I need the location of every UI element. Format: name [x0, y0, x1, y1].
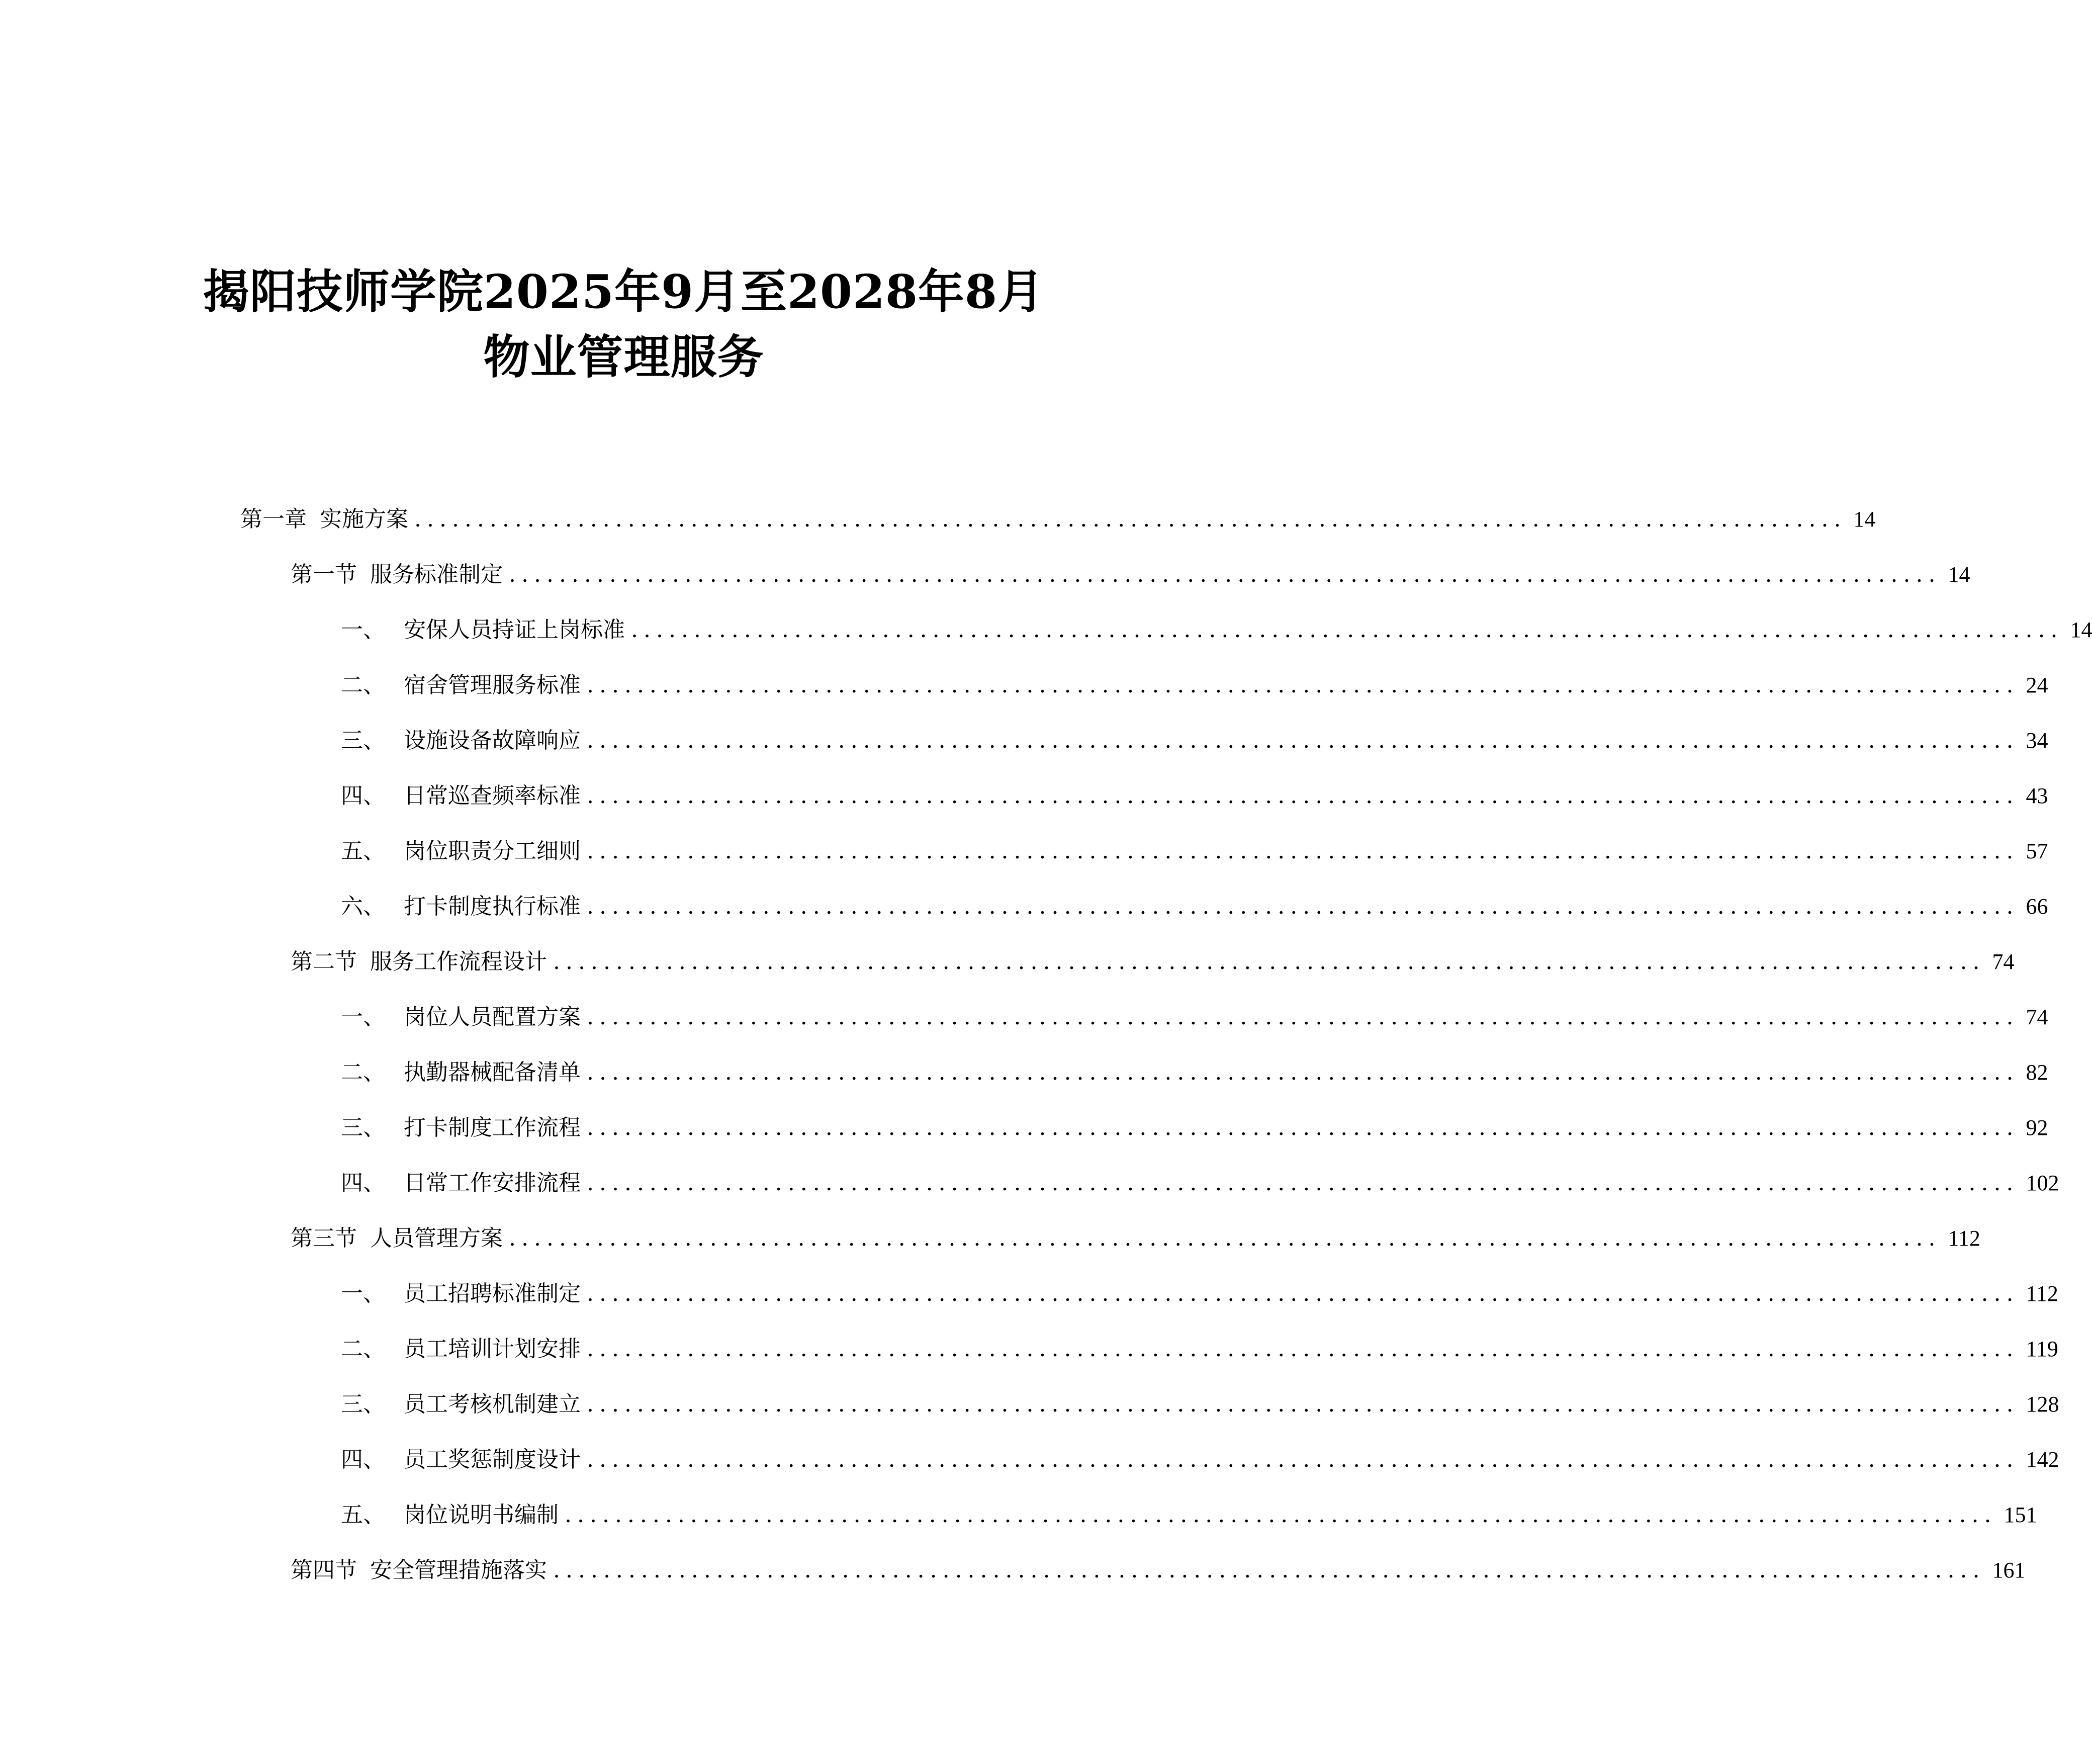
toc-entry-number: 一、	[341, 1281, 385, 1306]
toc-entry-item[interactable]	[341, 889, 2048, 924]
toc-entry-title: 打卡制度工作流程	[404, 1115, 581, 1140]
toc-entry-title: 日常巡查频率标准	[404, 783, 581, 809]
toc-entry-title: 岗位职责分工细则	[404, 838, 581, 864]
toc-entry-item[interactable]	[341, 1055, 2048, 1090]
toc-entry-page: 14	[1948, 562, 1970, 587]
toc-entry-number: 五、	[341, 1502, 385, 1528]
toc-dot-leader: ..................................................................................................................	[587, 1336, 2019, 1362]
toc-dot-leader: ..................................................................................................................	[587, 838, 2019, 864]
toc-entry-title: 员工培训计划安排	[404, 1336, 581, 1362]
toc-entry-item[interactable]	[341, 668, 2048, 703]
toc-entry-title: 人员管理方案	[370, 1225, 503, 1251]
toc-entry-item[interactable]	[341, 1442, 2059, 1477]
toc-entry-page: 161	[1992, 1558, 2026, 1582]
toc-entry-page: 24	[2026, 673, 2048, 697]
toc-entry-title: 执勤器械配备清单	[404, 1060, 581, 1085]
toc-dot-leader: ..................................................................................................................	[631, 617, 2063, 643]
toc-entry-title: 岗位说明书编制	[404, 1502, 559, 1528]
toc-entry-number: 二、	[341, 1336, 385, 1362]
toc-entry-page: 102	[2026, 1171, 2059, 1195]
toc-dot-leader: ..................................................................................................................	[587, 1060, 2019, 1085]
toc-entry-number: 第一节	[291, 562, 357, 587]
toc-dot-leader: ..................................................................................................................	[553, 1557, 1985, 1583]
document-title-line1: 揭阳技师学院2025年9月至2028年8月	[203, 264, 1045, 319]
toc-entry-title: 实施方案	[320, 506, 408, 532]
toc-entry-page: 128	[2026, 1392, 2059, 1417]
toc-dot-leader: ..................................................................................................................	[587, 1391, 2019, 1417]
toc-dot-leader: ..................................................................................................................	[587, 1447, 2019, 1472]
toc-dot-leader: ..................................................................................................................	[587, 1170, 2019, 1196]
toc-entry-title: 员工招聘标准制定	[404, 1281, 581, 1306]
toc-dot-leader: ..................................................................................................................	[553, 949, 1985, 975]
toc-entry-page: 74	[2026, 1005, 2048, 1029]
toc-entry-page: 112	[2026, 1281, 2058, 1306]
toc-entry-number: 三、	[341, 1391, 385, 1417]
toc-entry-page: 142	[2026, 1447, 2059, 1472]
toc-entry-number: 四、	[341, 1447, 385, 1472]
toc-dot-leader: ..................................................................................................................	[565, 1502, 1997, 1528]
toc-entry-section-3[interactable]	[291, 1221, 1980, 1256]
toc-entry-page: 119	[2026, 1337, 2058, 1361]
toc-entry-page: 34	[2026, 728, 2048, 753]
toc-dot-leader: ..................................................................................................................	[587, 672, 2019, 698]
toc-entry-number: 一、	[341, 617, 385, 643]
toc-entry-item[interactable]	[341, 778, 2048, 814]
toc-entry-item[interactable]	[341, 1387, 2059, 1422]
toc-entry-item[interactable]	[341, 1166, 2059, 1201]
toc-entry-title: 安保人员持证上岗标准	[404, 617, 625, 643]
toc-entry-number: 第三节	[291, 1225, 357, 1251]
toc-entry-page: 66	[2026, 894, 2048, 919]
toc-entry-section-2[interactable]	[291, 944, 2015, 980]
toc-entry-number: 二、	[341, 1060, 385, 1085]
toc-entry-number: 第二节	[291, 949, 357, 975]
toc-dot-leader: ..................................................................................................................	[587, 783, 2019, 809]
toc-entry-item[interactable]	[341, 1497, 2037, 1533]
toc-entry-title: 设施设备故障响应	[404, 728, 581, 753]
toc-entry-title: 安全管理措施落实	[370, 1557, 547, 1583]
toc-entry-item[interactable]	[341, 1110, 2048, 1145]
toc-entry-number: 五、	[341, 838, 385, 864]
toc-dot-leader: ..................................................................................................................	[587, 728, 2019, 753]
toc-entry-page: 57	[2026, 839, 2048, 863]
toc-entry-item[interactable]	[341, 834, 2048, 869]
toc-entry-section-1[interactable]	[291, 557, 1970, 592]
toc-entry-number: 第一章	[240, 506, 307, 532]
toc-entry-number: 二、	[341, 672, 385, 698]
toc-entry-title: 服务工作流程设计	[370, 949, 547, 975]
toc-dot-leader: ..................................................................................................................	[509, 562, 1941, 587]
toc-entry-number: 四、	[341, 783, 385, 809]
toc-entry-page: 82	[2026, 1060, 2048, 1085]
toc-entry-title: 员工奖惩制度设计	[404, 1447, 581, 1472]
document-title-line2: 物业管理服务	[483, 330, 764, 384]
toc-dot-leader: ..................................................................................................................	[587, 1004, 2019, 1030]
toc-entry-page: 14	[1853, 507, 1876, 532]
toc-entry-title: 员工考核机制建立	[404, 1391, 581, 1417]
toc-entry-title: 岗位人员配置方案	[404, 1004, 581, 1030]
toc-entry-number: 三、	[341, 1115, 385, 1140]
toc-dot-leader: ..................................................................................................................	[587, 894, 2019, 919]
toc-entry-title: 服务标准制定	[370, 562, 503, 587]
toc-entry-number: 六、	[341, 894, 385, 919]
toc-entry-chapter-1[interactable]	[240, 502, 1876, 537]
toc-dot-leader: ..................................................................................................................	[587, 1281, 2019, 1306]
toc-entry-page: 43	[2026, 783, 2048, 808]
toc-dot-leader: ..................................................................................................................	[587, 1115, 2019, 1140]
toc-entry-item[interactable]	[341, 1000, 2048, 1035]
toc-entry-page: 112	[1948, 1226, 1980, 1251]
toc-entry-page: 92	[2026, 1115, 2048, 1140]
toc-entry-number: 四、	[341, 1170, 385, 1196]
toc-dot-leader: ..................................................................................................................	[509, 1225, 1941, 1251]
toc-entry-number: 三、	[341, 728, 385, 753]
toc-entry-page: 151	[2004, 1503, 2037, 1527]
toc-entry-title: 宿舍管理服务标准	[404, 672, 581, 698]
toc-entry-item[interactable]	[341, 1332, 2058, 1367]
toc-entry-item[interactable]	[341, 723, 2048, 758]
toc-entry-section-4[interactable]	[291, 1553, 2026, 1588]
toc-entry-number: 第四节	[291, 1557, 357, 1583]
toc-entry-page: 74	[1992, 949, 2015, 974]
toc-entry-item[interactable]	[341, 1276, 2058, 1311]
toc-entry-title: 打卡制度执行标准	[404, 894, 581, 919]
toc-dot-leader: ..................................................................................................................	[414, 506, 1847, 532]
toc-entry-page: 14	[2070, 618, 2092, 642]
toc-entry-item[interactable]	[341, 612, 2092, 648]
toc-entry-title: 日常工作安排流程	[404, 1170, 581, 1196]
toc-entry-number: 一、	[341, 1004, 385, 1030]
